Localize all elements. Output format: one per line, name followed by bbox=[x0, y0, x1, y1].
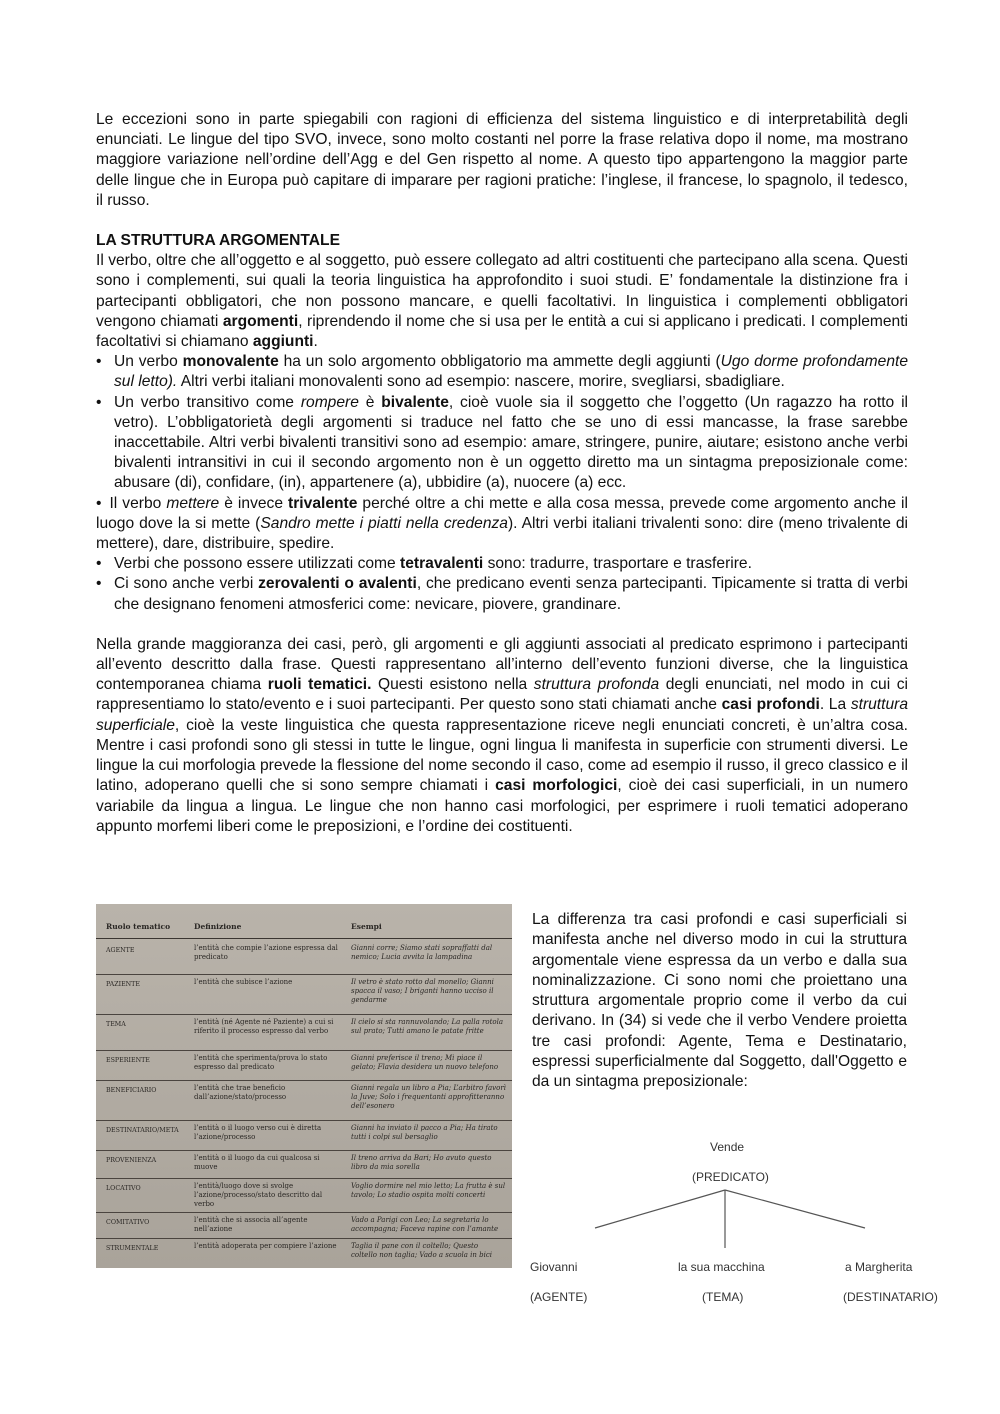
text-span: Verbi che possono essere utilizzati come bbox=[114, 555, 401, 573]
table-definition-cell: l’entità o il luogo da cui qualcosa si muove bbox=[194, 1154, 320, 1171]
table-role-cell: COMITATIVO bbox=[106, 1219, 150, 1226]
term: zerovalenti o avalenti bbox=[258, 575, 417, 593]
table-definition-cell: l’entità/luogo dove si svolge l’azione/processo/stato descritto dal verbo bbox=[194, 1182, 323, 1208]
table-example-cell: Gianni ha inviato il pacco a Pia; Ha tirato tutti i colpi sul bersaglio bbox=[351, 1124, 498, 1141]
tree-root-label: (PREDICATO) bbox=[692, 1170, 769, 1184]
table-role-cell: PAZIENTE bbox=[106, 981, 140, 988]
text-span: sono: tradurre, trasportare e trasferire. bbox=[483, 555, 752, 573]
example: Ugo dorme profondamente sul letto). bbox=[114, 353, 909, 391]
term: ruoli tematici. bbox=[267, 676, 372, 694]
table-role-cell: STRUMENTALE bbox=[106, 1245, 159, 1252]
tree-root-word: Vende bbox=[710, 1140, 745, 1154]
table-example-cell: Gianni corre; Siamo stati sopraffatti dal nemico; Lucia avvita la lampadina bbox=[351, 944, 493, 961]
intro-paragraph: Le eccezioni sono in parte spiegabili con ragioni di efficienza del sistema linguistico e di interpretabilità degli enunciati. Le lingue del tipo SVO, invece, sono molto costanti nel porre la frase relativa dopo il nome, ma mostrano maggiore variazione nell’ordine dell’Agg e del Gen rispetto al nome. A questo tipo appartengono la maggior parte delle lingue che in Europa può capitare di imparare per ragioni pratiche: l’inglese, il francese, lo spagnolo, il tedesco, il russo. bbox=[96, 111, 908, 209]
text-span: Questi esistono nella bbox=[371, 676, 534, 694]
table-row bbox=[96, 1150, 512, 1179]
predicate-tree-diagram bbox=[520, 1128, 940, 1318]
table-role-cell: TEMA bbox=[106, 1021, 126, 1028]
table-row bbox=[96, 1178, 512, 1213]
term: tetravalenti bbox=[400, 555, 484, 573]
list-item bbox=[96, 352, 908, 392]
term-italic: struttura superficiale bbox=[96, 696, 909, 734]
table-definition-cell: l’entità (né Agente né Paziente) a cui si riferito il processo espresso dal verbo bbox=[194, 1018, 334, 1035]
table-example-cell: Gianni regala un libro a Pia; L’arbitro favorì la Juve; Solo i frequentanti approfitteranno dell’esonero bbox=[351, 1084, 506, 1110]
table-example-cell: Il treno arriva da Bari; Ho avuto questo libro da mia sorella bbox=[351, 1154, 492, 1171]
text-span: Il verbo bbox=[109, 494, 167, 512]
table-example-cell: Voglio dormire nel mio letto; La frutta è sul tavolo; Lo stadio ospita molti concerti bbox=[351, 1182, 506, 1199]
table-example-cell: Il cielo si sta rannuvolando; La palla rotola sul prato; Tutti amano le patate fritte bbox=[351, 1018, 504, 1035]
bullet-icon: • bbox=[96, 555, 102, 573]
text-span: Un verbo transitivo come bbox=[114, 393, 301, 411]
text-span: , cioè la veste linguistica che questa rappresentazione riceve negli enunciati concreti, è un’altra cosa. Mentre i casi profondi sono gli stessi in tutte le lingue, ogni lingua li manifesta in superficie con strumenti diversi. Le lingue la cui morfologia prevede la flessione del nome secondo il caso, come ad esempio il russo, il greco classico e il latino, adoperano quelli che si sono sempre chiamati i bbox=[96, 716, 908, 795]
table-role-cell: PROVENIENZA bbox=[106, 1157, 157, 1164]
tree-leaf-word: a Margherita bbox=[845, 1260, 913, 1274]
table-role-cell: BENEFICIARIO bbox=[106, 1087, 157, 1094]
main-text bbox=[96, 110, 908, 837]
valency-list bbox=[96, 352, 908, 615]
table-row bbox=[96, 974, 512, 1015]
table-row bbox=[96, 1212, 512, 1239]
table-row bbox=[96, 1238, 512, 1268]
table-definition-cell: l’entità adoperata per compiere l’azione bbox=[194, 1242, 337, 1250]
bullet-icon: • bbox=[96, 393, 102, 411]
thematic-roles-paragraph bbox=[96, 635, 908, 837]
text-span: ha un solo argomento obbligatorio ma ammette degli aggiunti ( bbox=[278, 353, 721, 371]
term: casi morfologici bbox=[495, 777, 618, 795]
table-definition-cell: l’entità o il luogo verso cui è diretta l’azione/processo bbox=[194, 1124, 322, 1141]
section-title: LA STRUTTURA ARGOMENTALE bbox=[96, 232, 340, 250]
text-span: , cioè dei casi superficiali, in un numero variabile da lingua a lingua. Le lingue che non hanno casi morfologici, per esprimere i ruoli tematici adoperano appunto morfemi liberi come le preposizioni, e l’ordine dei costituenti. bbox=[96, 777, 908, 835]
text-span: Nella grande maggioranza dei casi, però, gli argomenti e gli aggiunti associati al predicato esprimono i partecipanti all’evento descritto dalla frase. Questi rappresentano all’interno dell’evento funzioni diverse, che la linguistica contemporanea chiama bbox=[96, 635, 908, 694]
tree-leaf-word: la sua macchina bbox=[678, 1260, 765, 1274]
list-item bbox=[96, 574, 908, 614]
text-span: , che predicano eventi senza partecipanti. Tipicamente si tratta di verbi che designano fenomeni atmosferici come: nevicare, piovere, grandinare. bbox=[114, 575, 909, 613]
example: rompere bbox=[300, 393, 359, 411]
text-span: . La bbox=[819, 696, 851, 714]
side-paragraph: La differenza tra casi profondi e casi superficiali si manifesta anche nel diverso modo in cui la struttura argomentale viene espressa da un verbo e dalla sua nominalizzazione. Ci sono nomi che proiettano una struttura argomentale proprio come il verbo da cui derivano. In (34) si vede che il verbo Vendere proietta tre casi profondi: Agente, Tema e Destinatario, espressi superficialmente dal Soggetto, dall'Oggetto e da un sintagma preposizionale: bbox=[532, 911, 907, 1091]
tree-leaf-role: (TEMA) bbox=[702, 1290, 744, 1304]
tree-leaf-word: Giovanni bbox=[530, 1260, 578, 1274]
table-definition-cell: l’entità che trae beneficio dall’azione/stato/processo bbox=[194, 1084, 287, 1101]
table-row bbox=[96, 940, 512, 975]
table-example-cell: Taglia il pane con il coltello; Questo coltello non taglia; Vado a scuola in bici bbox=[351, 1242, 493, 1259]
list-item bbox=[96, 554, 908, 574]
bullet-icon: • bbox=[96, 353, 102, 371]
text-span: Altri verbi italiani monovalenti sono ad esempio: nascere, morire, svegliarsi, sbadigliare. bbox=[177, 373, 785, 391]
term-italic: struttura profonda bbox=[533, 676, 660, 694]
term-argomenti: argomenti bbox=[222, 312, 299, 330]
bullet-icon: • bbox=[96, 494, 102, 512]
table-row bbox=[96, 1014, 512, 1051]
text-span: Ci sono anche verbi bbox=[114, 575, 259, 593]
text-span: , cioè vuole sia il soggetto che l’oggetto (Un ragazzo ha rotto il vetro). L’obbligatorietà degli argomenti si traduce nel fatto che se uno di essi mancasse, la frase sarebbe inaccettabile. Altri verbi bivalenti transitivi sono ad esempio: amare, stringere, punire, aiutare; esistono anche verbi bivalenti intransitivi in cui il secondo argomento non è un oggetto diretto ma un sintagma preposizionale come: abusare (di), confidare, (in), appartenere (a), ubbidire (a), nuocere (a) ecc. bbox=[114, 393, 908, 492]
term: bivalente bbox=[381, 393, 449, 411]
table-role-cell: AGENTE bbox=[106, 947, 135, 954]
table-example-cell: Gianni preferisce il treno; Mi piace il gelato; Flavia desidera un nuovo telefono bbox=[351, 1054, 499, 1071]
section-paragraph bbox=[96, 251, 908, 352]
table-role-cell: DESTINATARIO/META bbox=[106, 1127, 179, 1134]
table-header bbox=[96, 914, 512, 939]
term: trivalente bbox=[288, 494, 358, 512]
thematic-roles-table-photo bbox=[96, 904, 512, 1268]
tree-branch-left bbox=[595, 1190, 725, 1228]
term: monovalente bbox=[182, 353, 279, 371]
header-examples: Esempi bbox=[351, 922, 382, 931]
table-role-cell: ESPERIENTE bbox=[106, 1057, 150, 1064]
text-span: . bbox=[313, 333, 318, 351]
term-aggiunti: aggiunti bbox=[252, 333, 314, 351]
table-row bbox=[96, 1120, 512, 1151]
table-role-cell: LOCATIVO bbox=[106, 1185, 141, 1192]
table-row bbox=[96, 1050, 512, 1081]
table-definition-cell: l’entità che sperimenta/prova lo stato espresso dal predicato bbox=[194, 1054, 328, 1071]
text-span: perché oltre a chi mette e alla cosa messa, prevede come argomento anche il luogo dove la si mette ( bbox=[96, 494, 908, 532]
table-definition-cell: l’entità che subisce l’azione bbox=[194, 978, 293, 986]
table-row bbox=[96, 1080, 512, 1121]
text-span: Un verbo bbox=[114, 353, 183, 371]
list-item bbox=[96, 393, 908, 494]
table-example-cell: Il vetro è stato rotto dal monello; Gianni spacca il vaso; I briganti hanno ucciso il gendarme bbox=[351, 978, 494, 1004]
text-span: degli enunciati, nel modo in cui ci rappresentiamo lo stato/evento e i suoi partecipanti. Per questo sono stati chiamati anche bbox=[96, 676, 908, 714]
list-item bbox=[96, 494, 908, 555]
term: casi profondi bbox=[721, 696, 820, 714]
text-span: ). Altri verbi italiani trivalenti sono: dire (meno trivalente di mettere), dare, distribuire, spedire. bbox=[96, 514, 908, 553]
header-definition: Definizione bbox=[194, 922, 242, 931]
example: mettere bbox=[166, 494, 220, 512]
tree-leaf-role: (AGENTE) bbox=[530, 1290, 588, 1304]
text-span: è bbox=[358, 393, 382, 411]
text-span: Il verbo, oltre che all’oggetto e al soggetto, può essere collegato ad altri costituenti che partecipano alla scena. Questi sono i complementi, sui quali la teoria linguistica ha approfondito i suoi studi. E’ fondamentale la distinzione fra i partecipanti obbligatori, che non possono mancare, e quelli facoltativi. In linguistica i complementi obbligatori vengono chiamati bbox=[96, 252, 908, 330]
table-definition-cell: l’entità che si associa all’agente nell’azione bbox=[194, 1216, 308, 1233]
text-span: è invece bbox=[219, 494, 289, 512]
bullet-icon: • bbox=[96, 575, 102, 593]
table-definition-cell: l’entità che compie l’azione espressa dal predicato bbox=[194, 944, 338, 961]
text-span: , riprendendo il nome che si usa per le entità a cui si applicano i predicati. I complementi facoltativi si chiamano bbox=[96, 312, 909, 351]
header-role: Ruolo tematico bbox=[106, 922, 171, 931]
table-example-cell: Vado a Parigi con Leo; La segretaria lo accompagna; Faceva rapine con l’amante bbox=[351, 1216, 499, 1233]
tree-leaf-role: (DESTINATARIO) bbox=[843, 1290, 938, 1304]
tree-branch-right bbox=[725, 1190, 865, 1228]
example: Sandro mette i piatti nella credenza bbox=[260, 514, 508, 532]
